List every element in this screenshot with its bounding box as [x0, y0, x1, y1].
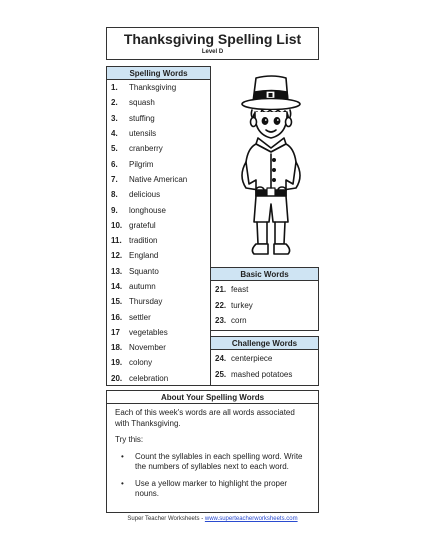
item-number: 21. — [215, 285, 227, 295]
spelling-word: stuffing — [129, 113, 155, 123]
about-intro: Each of this week's words are all words associated with Thanksgiving. — [115, 408, 295, 428]
list-item — [211, 351, 318, 367]
spelling-word: Native American — [129, 174, 188, 184]
item-number: 4. — [111, 129, 118, 139]
item-number: 6. — [111, 159, 118, 169]
basic-word-list — [211, 281, 318, 329]
footer-text: Super Teacher Worksheets - — [127, 516, 205, 522]
item-number: 23. — [215, 316, 227, 326]
item-number: 24. — [215, 354, 227, 364]
item-number: 19. — [111, 358, 123, 368]
item-number: 8. — [111, 190, 118, 200]
list-item — [107, 294, 210, 309]
challenge-words-box — [210, 336, 319, 386]
spelling-word: tradition — [129, 236, 158, 246]
list-item — [107, 126, 210, 141]
list-item — [107, 80, 210, 95]
list-item — [107, 218, 210, 233]
spelling-word: England — [129, 251, 159, 261]
spelling-word: autumn — [129, 282, 156, 291]
list-item — [211, 367, 318, 383]
spelling-word: cranberry — [129, 144, 163, 154]
spelling-word: Thanksgiving — [129, 83, 177, 93]
about-heading: About Your Spelling Words — [107, 391, 318, 404]
item-number: 16. — [111, 312, 123, 322]
spelling-word: Pilgrim — [129, 159, 154, 169]
list-item — [107, 233, 210, 248]
spelling-word: Squanto — [129, 266, 159, 276]
list-item — [107, 279, 210, 294]
list-item — [107, 355, 210, 370]
list-item — [211, 282, 318, 298]
spelling-word: mashed potatoes — [231, 369, 293, 379]
list-item — [107, 371, 210, 386]
item-number: 3. — [111, 113, 118, 123]
item-number: 25. — [215, 369, 227, 379]
list-item — [107, 340, 210, 355]
list-item — [107, 156, 210, 171]
basic-words-box — [210, 267, 319, 331]
item-number: 15. — [111, 297, 123, 307]
list-item — [107, 248, 210, 263]
worksheet-title-box — [106, 27, 319, 60]
footer-link[interactable]: www.superteacherworksheets.com — [204, 516, 298, 522]
spelling-word: corn — [231, 316, 247, 326]
spelling-word: celebration — [129, 373, 169, 383]
list-item — [107, 95, 210, 110]
spelling-word: Thursday — [129, 297, 163, 307]
spelling-word: longhouse — [129, 205, 166, 215]
item-number: 5. — [111, 144, 118, 154]
spelling-word: colony — [129, 358, 153, 368]
list-item — [211, 313, 318, 329]
list-item — [107, 141, 210, 156]
list-item — [107, 202, 210, 217]
item-number: 1. — [111, 83, 118, 93]
list-item — [107, 172, 210, 187]
level-label: Level D — [201, 49, 224, 55]
list-item — [121, 479, 310, 500]
spelling-word: November — [129, 343, 166, 353]
bullet-icon: • — [121, 478, 124, 488]
pilgrim-boy-icon — [226, 72, 316, 262]
about-body — [107, 404, 318, 510]
spelling-word: squash — [129, 98, 155, 108]
list-item — [107, 187, 210, 202]
spelling-word: settler — [129, 312, 151, 322]
list-item — [107, 309, 210, 324]
spelling-words-box — [106, 66, 211, 386]
item-number: 11. — [111, 236, 122, 246]
activity-text: Use a yellow marker to highlight the proper nouns. — [135, 478, 288, 498]
item-number: 13. — [111, 266, 123, 276]
item-number: 12. — [111, 251, 123, 261]
item-number: 20. — [111, 373, 123, 383]
basic-words-heading: Basic Words — [211, 268, 318, 281]
list-item — [121, 452, 310, 473]
item-number: 9. — [111, 205, 118, 215]
spelling-word-list — [107, 80, 210, 386]
list-item — [107, 325, 210, 340]
spelling-word: vegetables — [129, 327, 168, 337]
spelling-word: centerpiece — [231, 354, 273, 364]
spelling-word: turkey — [231, 300, 253, 310]
try-this-label: Try this: — [115, 435, 144, 444]
item-number: 14. — [111, 282, 123, 291]
spelling-word: utensils — [129, 129, 157, 139]
item-number: 10. — [111, 220, 123, 230]
spelling-word: grateful — [129, 220, 156, 230]
item-number: 7. — [111, 174, 118, 184]
item-number: 22. — [215, 300, 227, 310]
spelling-word: delicious — [129, 190, 161, 200]
list-item — [211, 298, 318, 314]
item-number: 18. — [111, 343, 123, 353]
spelling-word: feast — [231, 285, 249, 295]
about-words-box — [106, 390, 319, 513]
footer — [106, 516, 319, 522]
list-item — [107, 111, 210, 126]
challenge-word-list — [211, 350, 318, 382]
list-item — [107, 264, 210, 279]
spelling-words-heading: Spelling Words — [107, 67, 210, 80]
item-number: 2. — [111, 98, 118, 108]
item-number: 17 — [111, 327, 120, 337]
activity-text: Count the syllables in each spelling word. Write the numbers of syllables next to each word. — [135, 451, 303, 471]
page-title: Thanksgiving Spelling List — [123, 31, 302, 47]
bullet-icon: • — [121, 451, 124, 461]
challenge-words-heading: Challenge Words — [211, 337, 318, 350]
activity-list — [115, 452, 310, 500]
